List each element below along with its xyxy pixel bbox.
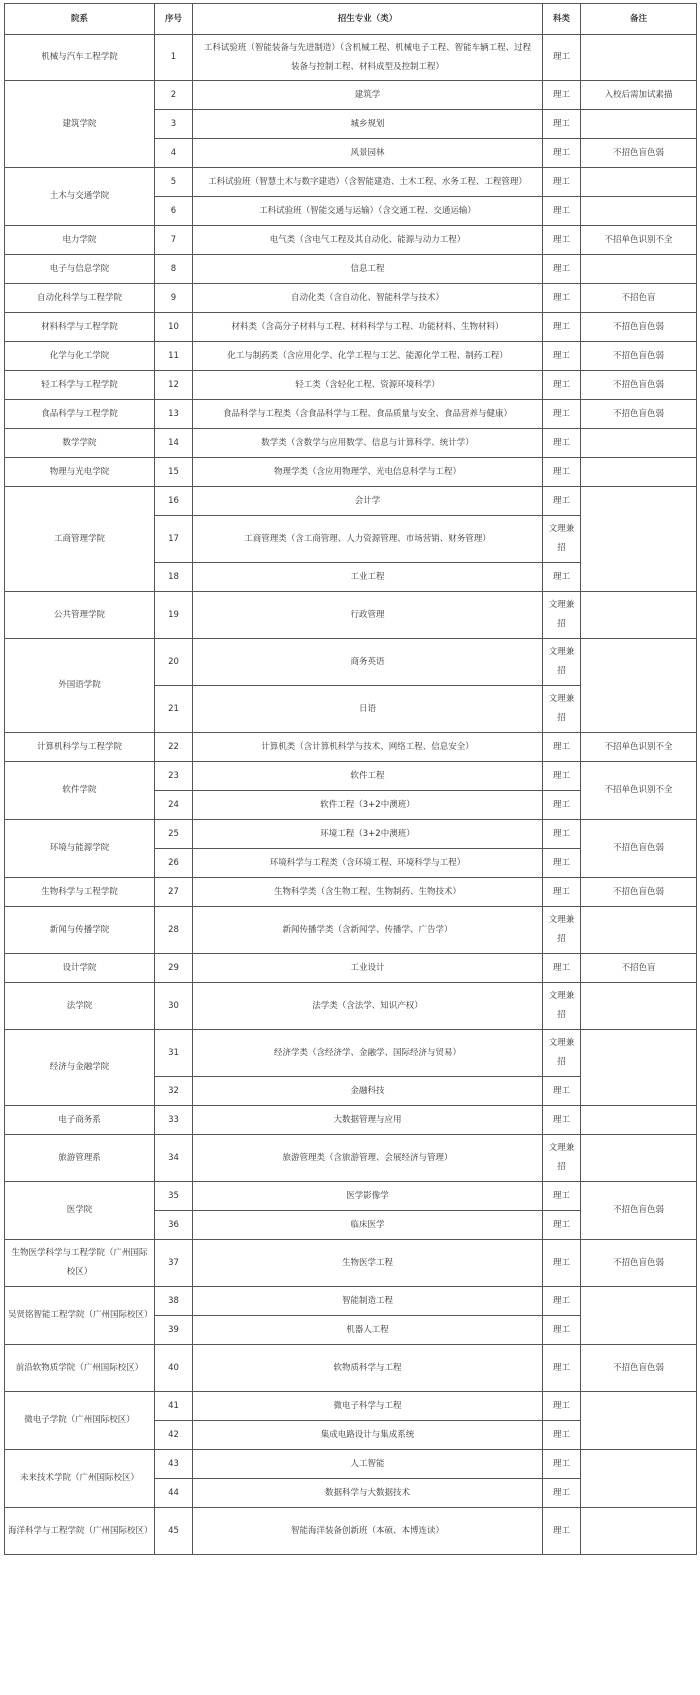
major-cell: 集成电路设计与集成系统 xyxy=(193,1421,543,1450)
serial-cell: 44 xyxy=(155,1479,193,1508)
major-cell: 金融科技 xyxy=(193,1077,543,1106)
note-cell xyxy=(581,1508,697,1555)
table-row xyxy=(5,762,697,791)
serial-cell: 39 xyxy=(155,1316,193,1345)
college-cell: 旅游管理系 xyxy=(5,1135,155,1182)
table-row xyxy=(5,429,697,458)
category-cell: 理工 xyxy=(543,313,581,342)
serial-cell: 25 xyxy=(155,820,193,849)
serial-cell: 19 xyxy=(155,592,193,639)
note-cell: 不招单色识别不全 xyxy=(581,226,697,255)
major-cell: 工科试验班（智能装备与先进制造）（含机械工程、机械电子工程、智能车辆工程、过程装备与控制工程、材料成型及控制工程） xyxy=(193,35,543,81)
serial-cell: 40 xyxy=(155,1345,193,1392)
category-cell: 理工 xyxy=(543,563,581,592)
table-row xyxy=(5,313,697,342)
major-cell: 软件工程（3+2中澳班） xyxy=(193,791,543,820)
major-cell: 临床医学 xyxy=(193,1211,543,1240)
major-cell: 信息工程 xyxy=(193,255,543,284)
serial-cell: 7 xyxy=(155,226,193,255)
category-cell: 文理兼招 xyxy=(543,516,581,563)
table-row xyxy=(5,733,697,762)
note-cell xyxy=(581,168,697,197)
category-cell: 理工 xyxy=(543,168,581,197)
note-cell: 不招色盲色弱 xyxy=(581,820,697,878)
header-major: 招生专业（类） xyxy=(193,4,543,35)
college-cell: 法学院 xyxy=(5,983,155,1030)
header-row xyxy=(5,4,697,35)
table-row xyxy=(5,983,697,1030)
serial-cell: 42 xyxy=(155,1421,193,1450)
major-cell: 工业设计 xyxy=(193,954,543,983)
serial-cell: 2 xyxy=(155,81,193,110)
note-cell xyxy=(581,983,697,1030)
note-cell: 不招色盲色弱 xyxy=(581,1345,697,1392)
admissions-table xyxy=(4,3,697,1555)
serial-cell: 26 xyxy=(155,849,193,878)
note-cell xyxy=(581,197,697,226)
major-cell: 机器人工程 xyxy=(193,1316,543,1345)
college-cell: 经济与金融学院 xyxy=(5,1030,155,1106)
note-cell: 不招色盲色弱 xyxy=(581,342,697,371)
category-cell: 理工 xyxy=(543,81,581,110)
serial-cell: 30 xyxy=(155,983,193,1030)
category-cell: 理工 xyxy=(543,1450,581,1479)
serial-cell: 6 xyxy=(155,197,193,226)
note-cell xyxy=(581,458,697,487)
category-cell: 理工 xyxy=(543,1345,581,1392)
note-cell xyxy=(581,429,697,458)
category-cell: 理工 xyxy=(543,733,581,762)
category-cell: 理工 xyxy=(543,1182,581,1211)
note-cell xyxy=(581,1450,697,1508)
major-cell: 计算机类（含计算机科学与技术、网络工程、信息安全） xyxy=(193,733,543,762)
table-row xyxy=(5,1135,697,1182)
table-row xyxy=(5,878,697,907)
major-cell: 大数据管理与应用 xyxy=(193,1106,543,1135)
major-cell: 微电子科学与工程 xyxy=(193,1392,543,1421)
college-cell: 数学学院 xyxy=(5,429,155,458)
category-cell: 理工 xyxy=(543,1421,581,1450)
college-cell: 材料科学与工程学院 xyxy=(5,313,155,342)
category-cell: 理工 xyxy=(543,458,581,487)
college-cell: 电力学院 xyxy=(5,226,155,255)
category-cell: 理工 xyxy=(543,429,581,458)
serial-cell: 8 xyxy=(155,255,193,284)
serial-cell: 22 xyxy=(155,733,193,762)
table-row xyxy=(5,1287,697,1316)
note-cell: 不招单色识别不全 xyxy=(581,733,697,762)
note-cell: 不招色盲 xyxy=(581,284,697,313)
category-cell: 理工 xyxy=(543,1392,581,1421)
serial-cell: 20 xyxy=(155,639,193,686)
college-cell: 建筑学院 xyxy=(5,81,155,168)
major-cell: 自动化类（含自动化、智能科学与技术） xyxy=(193,284,543,313)
serial-cell: 41 xyxy=(155,1392,193,1421)
category-cell: 文理兼招 xyxy=(543,639,581,686)
note-cell xyxy=(581,255,697,284)
serial-cell: 10 xyxy=(155,313,193,342)
note-cell xyxy=(581,35,697,81)
major-cell: 软件工程 xyxy=(193,762,543,791)
major-cell: 智能海洋装备创新班（本硕、本博连读） xyxy=(193,1508,543,1555)
college-cell: 电子商务系 xyxy=(5,1106,155,1135)
table-row xyxy=(5,1392,697,1421)
table-row xyxy=(5,226,697,255)
college-cell: 工商管理学院 xyxy=(5,487,155,592)
category-cell: 理工 xyxy=(543,255,581,284)
table-row xyxy=(5,342,697,371)
note-cell: 不招色盲色弱 xyxy=(581,371,697,400)
note-cell: 不招色盲色弱 xyxy=(581,313,697,342)
category-cell: 理工 xyxy=(543,791,581,820)
serial-cell: 38 xyxy=(155,1287,193,1316)
college-cell: 设计学院 xyxy=(5,954,155,983)
category-cell: 理工 xyxy=(543,878,581,907)
note-cell xyxy=(581,592,697,639)
college-cell: 土木与交通学院 xyxy=(5,168,155,226)
major-cell: 会计学 xyxy=(193,487,543,516)
serial-cell: 23 xyxy=(155,762,193,791)
college-cell: 未来技术学院（广州国际校区） xyxy=(5,1450,155,1508)
major-cell: 轻工类（含轻化工程、资源环境科学） xyxy=(193,371,543,400)
note-cell: 不招色盲色弱 xyxy=(581,400,697,429)
category-cell: 理工 xyxy=(543,849,581,878)
category-cell: 理工 xyxy=(543,820,581,849)
major-cell: 物理学类（含应用物理学、光电信息科学与工程） xyxy=(193,458,543,487)
table-row xyxy=(5,255,697,284)
major-cell: 环境工程（3+2中澳班） xyxy=(193,820,543,849)
note-cell: 不招色盲 xyxy=(581,954,697,983)
serial-cell: 34 xyxy=(155,1135,193,1182)
serial-cell: 29 xyxy=(155,954,193,983)
category-cell: 理工 xyxy=(543,139,581,168)
college-cell: 公共管理学院 xyxy=(5,592,155,639)
category-cell: 理工 xyxy=(543,1077,581,1106)
table-row xyxy=(5,400,697,429)
note-cell xyxy=(581,110,697,139)
major-cell: 工科试验班（智慧土木与数字建造）（含智能建造、土木工程、水务工程、工程管理） xyxy=(193,168,543,197)
table-row xyxy=(5,35,697,81)
college-cell: 生物科学与工程学院 xyxy=(5,878,155,907)
table-row xyxy=(5,371,697,400)
header-category: 科类 xyxy=(543,4,581,35)
category-cell: 文理兼招 xyxy=(543,592,581,639)
note-cell: 不招色盲色弱 xyxy=(581,139,697,168)
serial-cell: 28 xyxy=(155,907,193,954)
table-row xyxy=(5,1030,697,1077)
major-cell: 日语 xyxy=(193,686,543,733)
table-row xyxy=(5,284,697,313)
category-cell: 理工 xyxy=(543,487,581,516)
note-cell xyxy=(581,1030,697,1106)
college-cell: 化学与化工学院 xyxy=(5,342,155,371)
college-cell: 物理与光电学院 xyxy=(5,458,155,487)
note-cell xyxy=(581,487,697,592)
table-row xyxy=(5,1240,697,1287)
serial-cell: 43 xyxy=(155,1450,193,1479)
category-cell: 理工 xyxy=(543,762,581,791)
serial-cell: 3 xyxy=(155,110,193,139)
note-cell xyxy=(581,1287,697,1345)
category-cell: 理工 xyxy=(543,400,581,429)
table-row xyxy=(5,1450,697,1479)
table-row xyxy=(5,820,697,849)
category-cell: 理工 xyxy=(543,371,581,400)
table-row xyxy=(5,954,697,983)
serial-cell: 45 xyxy=(155,1508,193,1555)
table-row xyxy=(5,907,697,954)
table-row xyxy=(5,1508,697,1555)
category-cell: 文理兼招 xyxy=(543,907,581,954)
serial-cell: 4 xyxy=(155,139,193,168)
college-cell: 环境与能源学院 xyxy=(5,820,155,878)
table-row xyxy=(5,639,697,686)
category-cell: 理工 xyxy=(543,1479,581,1508)
major-cell: 软物质科学与工程 xyxy=(193,1345,543,1392)
major-cell: 商务英语 xyxy=(193,639,543,686)
college-cell: 机械与汽车工程学院 xyxy=(5,35,155,81)
serial-cell: 32 xyxy=(155,1077,193,1106)
category-cell: 文理兼招 xyxy=(543,1030,581,1077)
serial-cell: 17 xyxy=(155,516,193,563)
table-row xyxy=(5,487,697,516)
major-cell: 城乡规划 xyxy=(193,110,543,139)
major-cell: 建筑学 xyxy=(193,81,543,110)
college-cell: 食品科学与工程学院 xyxy=(5,400,155,429)
table-row xyxy=(5,81,697,110)
major-cell: 旅游管理类（含旅游管理、会展经济与管理） xyxy=(193,1135,543,1182)
table-row xyxy=(5,1345,697,1392)
note-cell xyxy=(581,1135,697,1182)
college-cell: 海洋科学与工程学院（广州国际校区） xyxy=(5,1508,155,1555)
category-cell: 理工 xyxy=(543,954,581,983)
serial-cell: 12 xyxy=(155,371,193,400)
major-cell: 环境科学与工程类（含环境工程、环境科学与工程） xyxy=(193,849,543,878)
category-cell: 理工 xyxy=(543,1106,581,1135)
note-cell xyxy=(581,1392,697,1450)
serial-cell: 24 xyxy=(155,791,193,820)
serial-cell: 31 xyxy=(155,1030,193,1077)
note-cell: 入校后需加试素描 xyxy=(581,81,697,110)
major-cell: 行政管理 xyxy=(193,592,543,639)
college-cell: 医学院 xyxy=(5,1182,155,1240)
note-cell xyxy=(581,639,697,733)
college-cell: 计算机科学与工程学院 xyxy=(5,733,155,762)
table-row xyxy=(5,1182,697,1211)
college-cell: 自动化科学与工程学院 xyxy=(5,284,155,313)
major-cell: 数学类（含数学与应用数学、信息与计算科学、统计学） xyxy=(193,429,543,458)
major-cell: 生物医学工程 xyxy=(193,1240,543,1287)
category-cell: 理工 xyxy=(543,1211,581,1240)
category-cell: 理工 xyxy=(543,1287,581,1316)
college-cell: 外国语学院 xyxy=(5,639,155,733)
note-cell: 不招色盲色弱 xyxy=(581,1240,697,1287)
major-cell: 经济学类（含经济学、金融学、国际经济与贸易） xyxy=(193,1030,543,1077)
serial-cell: 37 xyxy=(155,1240,193,1287)
major-cell: 化工与制药类（含应用化学、化学工程与工艺、能源化学工程、制药工程） xyxy=(193,342,543,371)
major-cell: 电气类（含电气工程及其自动化、能源与动力工程） xyxy=(193,226,543,255)
major-cell: 医学影像学 xyxy=(193,1182,543,1211)
major-cell: 工科试验班（智能交通与运输）（含交通工程、交通运输） xyxy=(193,197,543,226)
category-cell: 理工 xyxy=(543,226,581,255)
serial-cell: 27 xyxy=(155,878,193,907)
major-cell: 法学类（含法学、知识产权） xyxy=(193,983,543,1030)
serial-cell: 21 xyxy=(155,686,193,733)
category-cell: 理工 xyxy=(543,110,581,139)
category-cell: 理工 xyxy=(543,284,581,313)
major-cell: 数据科学与大数据技术 xyxy=(193,1479,543,1508)
note-cell: 不招单色识别不全 xyxy=(581,762,697,820)
major-cell: 风景园林 xyxy=(193,139,543,168)
header-note: 备注 xyxy=(581,4,697,35)
category-cell: 理工 xyxy=(543,1240,581,1287)
category-cell: 文理兼招 xyxy=(543,1135,581,1182)
serial-cell: 18 xyxy=(155,563,193,592)
note-cell xyxy=(581,1106,697,1135)
serial-cell: 11 xyxy=(155,342,193,371)
college-cell: 新闻与传播学院 xyxy=(5,907,155,954)
serial-cell: 35 xyxy=(155,1182,193,1211)
major-cell: 材料类（含高分子材料与工程、材料科学与工程、功能材料、生物材料） xyxy=(193,313,543,342)
college-cell: 轻工科学与工程学院 xyxy=(5,371,155,400)
category-cell: 理工 xyxy=(543,35,581,81)
table-row xyxy=(5,592,697,639)
college-cell: 前沿软物质学院（广州国际校区） xyxy=(5,1345,155,1392)
category-cell: 理工 xyxy=(543,342,581,371)
serial-cell: 33 xyxy=(155,1106,193,1135)
college-cell: 微电子学院（广州国际校区） xyxy=(5,1392,155,1450)
note-cell: 不招色盲色弱 xyxy=(581,878,697,907)
serial-cell: 1 xyxy=(155,35,193,81)
category-cell: 理工 xyxy=(543,1508,581,1555)
note-cell: 不招色盲色弱 xyxy=(581,1182,697,1240)
serial-cell: 13 xyxy=(155,400,193,429)
serial-cell: 9 xyxy=(155,284,193,313)
major-cell: 新闻传播学类（含新闻学、传播学、广告学） xyxy=(193,907,543,954)
college-cell: 电子与信息学院 xyxy=(5,255,155,284)
serial-cell: 14 xyxy=(155,429,193,458)
category-cell: 文理兼招 xyxy=(543,983,581,1030)
table-row xyxy=(5,168,697,197)
major-cell: 生物科学类（含生物工程、生物制药、生物技术） xyxy=(193,878,543,907)
category-cell: 文理兼招 xyxy=(543,686,581,733)
major-cell: 工商管理类（含工商管理、人力资源管理、市场营销、财务管理） xyxy=(193,516,543,563)
major-cell: 人工智能 xyxy=(193,1450,543,1479)
serial-cell: 5 xyxy=(155,168,193,197)
major-cell: 智能制造工程 xyxy=(193,1287,543,1316)
note-cell xyxy=(581,907,697,954)
header-no: 序号 xyxy=(155,4,193,35)
category-cell: 理工 xyxy=(543,1316,581,1345)
college-cell: 软件学院 xyxy=(5,762,155,820)
college-cell: 生物医学科学与工程学院（广州国际校区） xyxy=(5,1240,155,1287)
major-cell: 食品科学与工程类（含食品科学与工程、食品质量与安全、食品营养与健康） xyxy=(193,400,543,429)
table-row xyxy=(5,1106,697,1135)
table-row xyxy=(5,458,697,487)
serial-cell: 36 xyxy=(155,1211,193,1240)
college-cell: 吴贤铭智能工程学院（广州国际校区） xyxy=(5,1287,155,1345)
header-college: 院系 xyxy=(5,4,155,35)
serial-cell: 15 xyxy=(155,458,193,487)
major-cell: 工业工程 xyxy=(193,563,543,592)
serial-cell: 16 xyxy=(155,487,193,516)
category-cell: 理工 xyxy=(543,197,581,226)
